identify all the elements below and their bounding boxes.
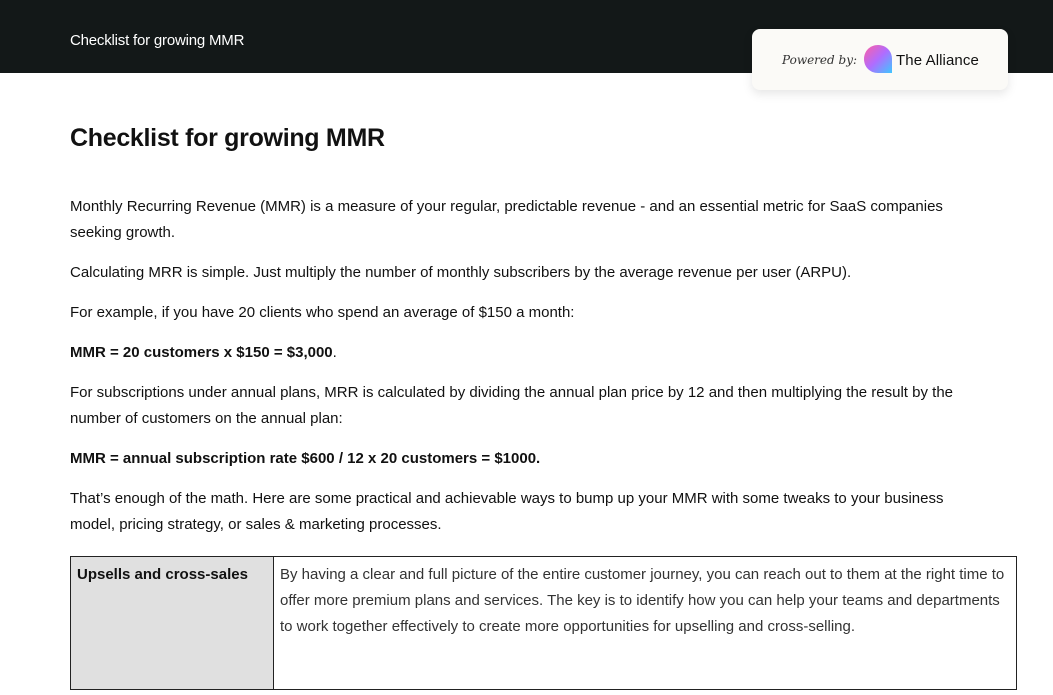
header-title: Checklist for growing MMR [70,32,245,49]
page-title: Checklist for growing MMR [70,124,385,152]
alliance-logo-icon [864,45,892,73]
powered-by-badge[interactable] [752,29,1008,90]
row-description-cell: By having a clear and full picture of the entire customer journey, you can reach out to them at the right time to offer more premium plans and services. The key is to identify how you can help your teams and departments to work together effectively to create more opportunities for upselling and cross-selling. [274,557,1017,690]
checklist-table [70,556,1017,690]
article-body [70,194,970,552]
brand-name: The Alliance [896,52,979,69]
formula-annual: MMR = annual subscription rate $600 / 12 x 20 customers = $1000. [70,450,541,467]
annual-plan-paragraph: For subscriptions under annual plans, MRR is calculated by dividing the annual plan price by 12 and then multiplying the result by the number of customers on the annual plan: [70,384,954,427]
example-paragraph: For example, if you have 20 clients who spend an average of $150 a month: [70,304,575,321]
table-row [71,557,1017,690]
powered-by-label: Powered by: [782,53,858,67]
formula-monthly-period: . [332,344,337,361]
formula-monthly [70,340,970,366]
transition-paragraph: That’s enough of the math. Here are some practical and achievable ways to bump up your MMR with some tweaks to your business model, pricing strategy, or sales & marketing processes. [70,490,944,533]
formula-monthly-text: MMR = 20 customers x $150 = $3,000 [70,344,333,361]
calculation-paragraph: Calculating MRR is simple. Just multiply the number of monthly subscribers by the average revenue per user (ARPU). [70,264,852,281]
intro-paragraph: Monthly Recurring Revenue (MMR) is a measure of your regular, predictable revenue - and an essential metric for SaaS companies seeking growth. [70,198,943,241]
row-label-cell: Upsells and cross-sales [71,557,274,690]
